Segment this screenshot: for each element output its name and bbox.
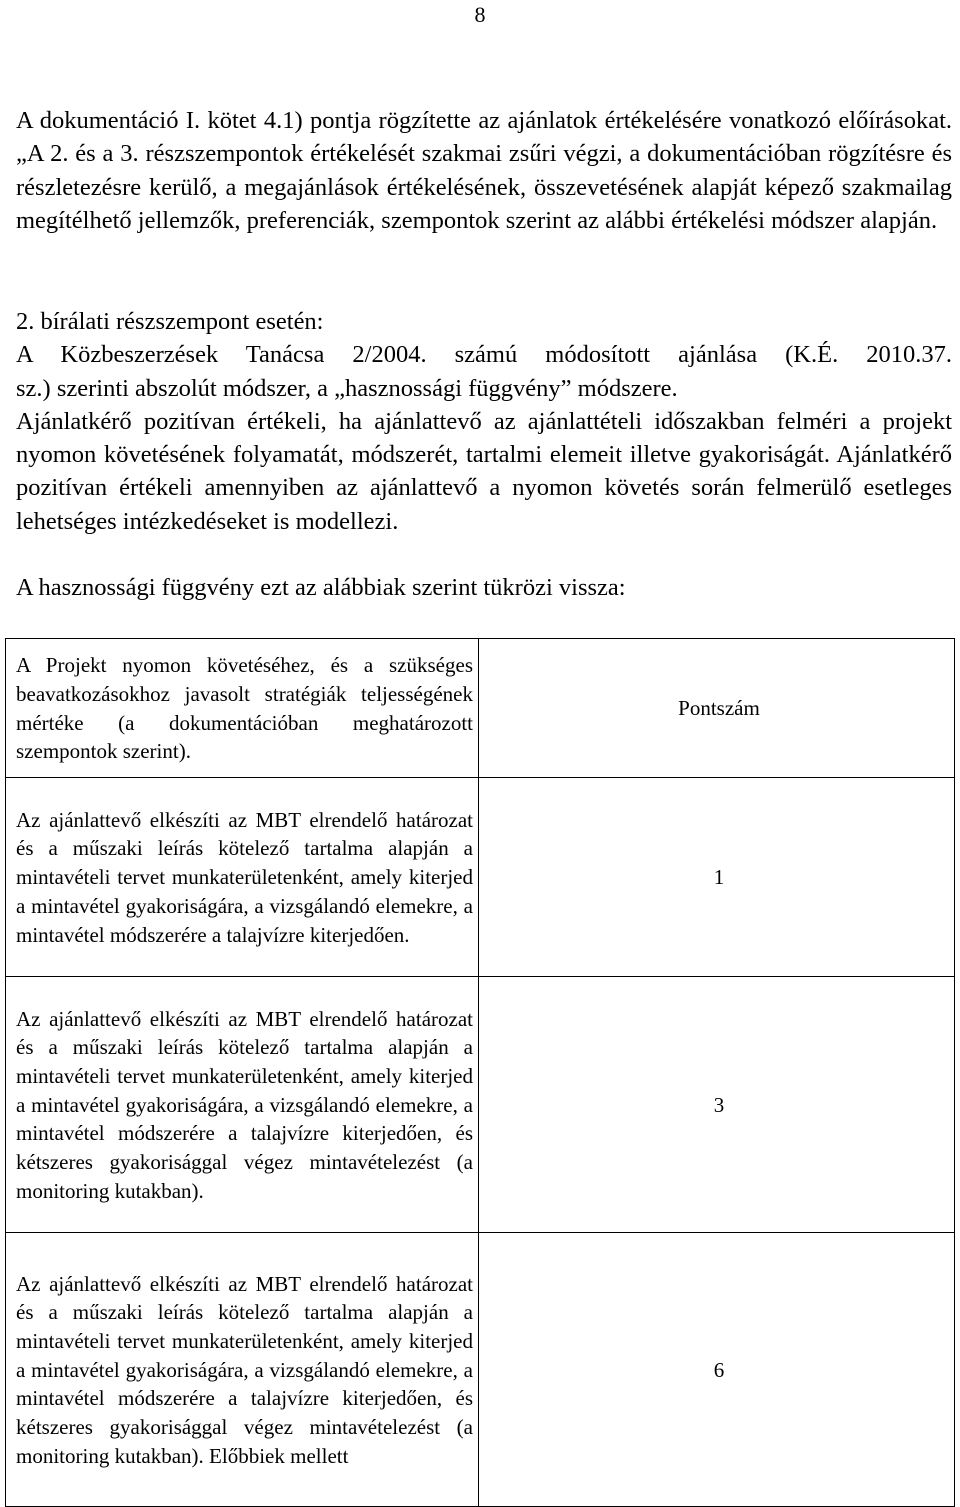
row-score-cell: 1 [479, 778, 955, 977]
utility-function-line: A hasznossági függvény ezt az alábbiak szerint tükrözi vissza: [16, 574, 626, 601]
row-score-cell: 6 [479, 1233, 955, 1507]
section-2-block [16, 305, 952, 538]
table-row [6, 1233, 955, 1507]
table-row [6, 977, 955, 1233]
section-heading: 2. bírálati részszempont esetén: [16, 308, 324, 335]
table-header-row [6, 639, 955, 778]
header-description-cell: A Projekt nyomon követéséhez, és a szükséges beavatkozásokhoz javasolt stratégiák teljességének mértéke (a dokumentációban meghatározott szempontok szerint). [6, 639, 479, 778]
row-description-cell: Az ajánlattevő elkészíti az MBT elrendelő határozat és a műszaki leírás kötelező tartalma alapján a mintavételi tervet munkaterületenként, amely kiterjed a mintavétel gyakoriságára, a vizsgálandó elemekre, a mintavétel módszerére a talajvízre kiterjedően. [6, 778, 479, 977]
intro-paragraph: A dokumentáció I. kötet 4.1) pontja rögzítette az ajánlatok értékelésére vonatkozó előírásokat. „A 2. és a 3. részszempontok értékelését szakmai zsűri végzi, a dokumentációban rögzítésre és részletezésre kerülő, a megajánlások értékelésének, összevetésének alapját képező szakmailag megítélhető jellemzők, preferenciák, szempontok szerint az alábbi értékelési módszer alapján. [16, 107, 952, 234]
row-score-cell: 3 [479, 977, 955, 1233]
evaluation-paragraph: Ajánlatkérő pozitívan értékeli, ha ajánlattevő az ajánlattételi időszakban felméri a projekt nyomon követésének folyamatát, módszerét, tartalmi elemeit illetve gyakoriságát. Ajánlatkérő pozitívan értékeli amennyiben az ajánlattevő a nyomon követés során felmerülő esetleges lehetséges intézkedéseket is modellezi. [16, 407, 952, 535]
scoring-table [5, 638, 955, 1507]
row-description-cell: Az ajánlattevő elkészíti az MBT elrendelő határozat és a műszaki leírás kötelező tartalma alapján a mintavételi tervet munkaterületenként, amely kiterjed a mintavétel gyakoriságára, a vizsgálandó elemekre, a mintavétel módszerére a talajvízre kiterjedően, és kétszeres gyakorisággal végez mintavételezést (a monitoring kutakban). Előbbiek mellett [6, 1233, 479, 1507]
table-row [6, 778, 955, 977]
recommendation-line-1: A Közbeszerzések Tanácsa 2/2004. számú módosított ajánlása (K.É. 2010.37. [16, 341, 952, 369]
header-score-cell: Pontszám [479, 639, 955, 778]
recommendation-line-2: sz.) szerinti abszolút módszer, a „hasznossági függvény” módszere. [16, 374, 678, 402]
row-description-cell: Az ajánlattevő elkészíti az MBT elrendelő határozat és a műszaki leírás kötelező tartalma alapján a mintavételi tervet munkaterületenként, amely kiterjed a mintavétel gyakoriságára, a vizsgálandó elemekre, a mintavétel módszerére a talajvízre kiterjedően, és kétszeres gyakorisággal végez mintavételezést (a monitoring kutakban). [6, 977, 479, 1233]
page-number: 8 [474, 2, 486, 27]
